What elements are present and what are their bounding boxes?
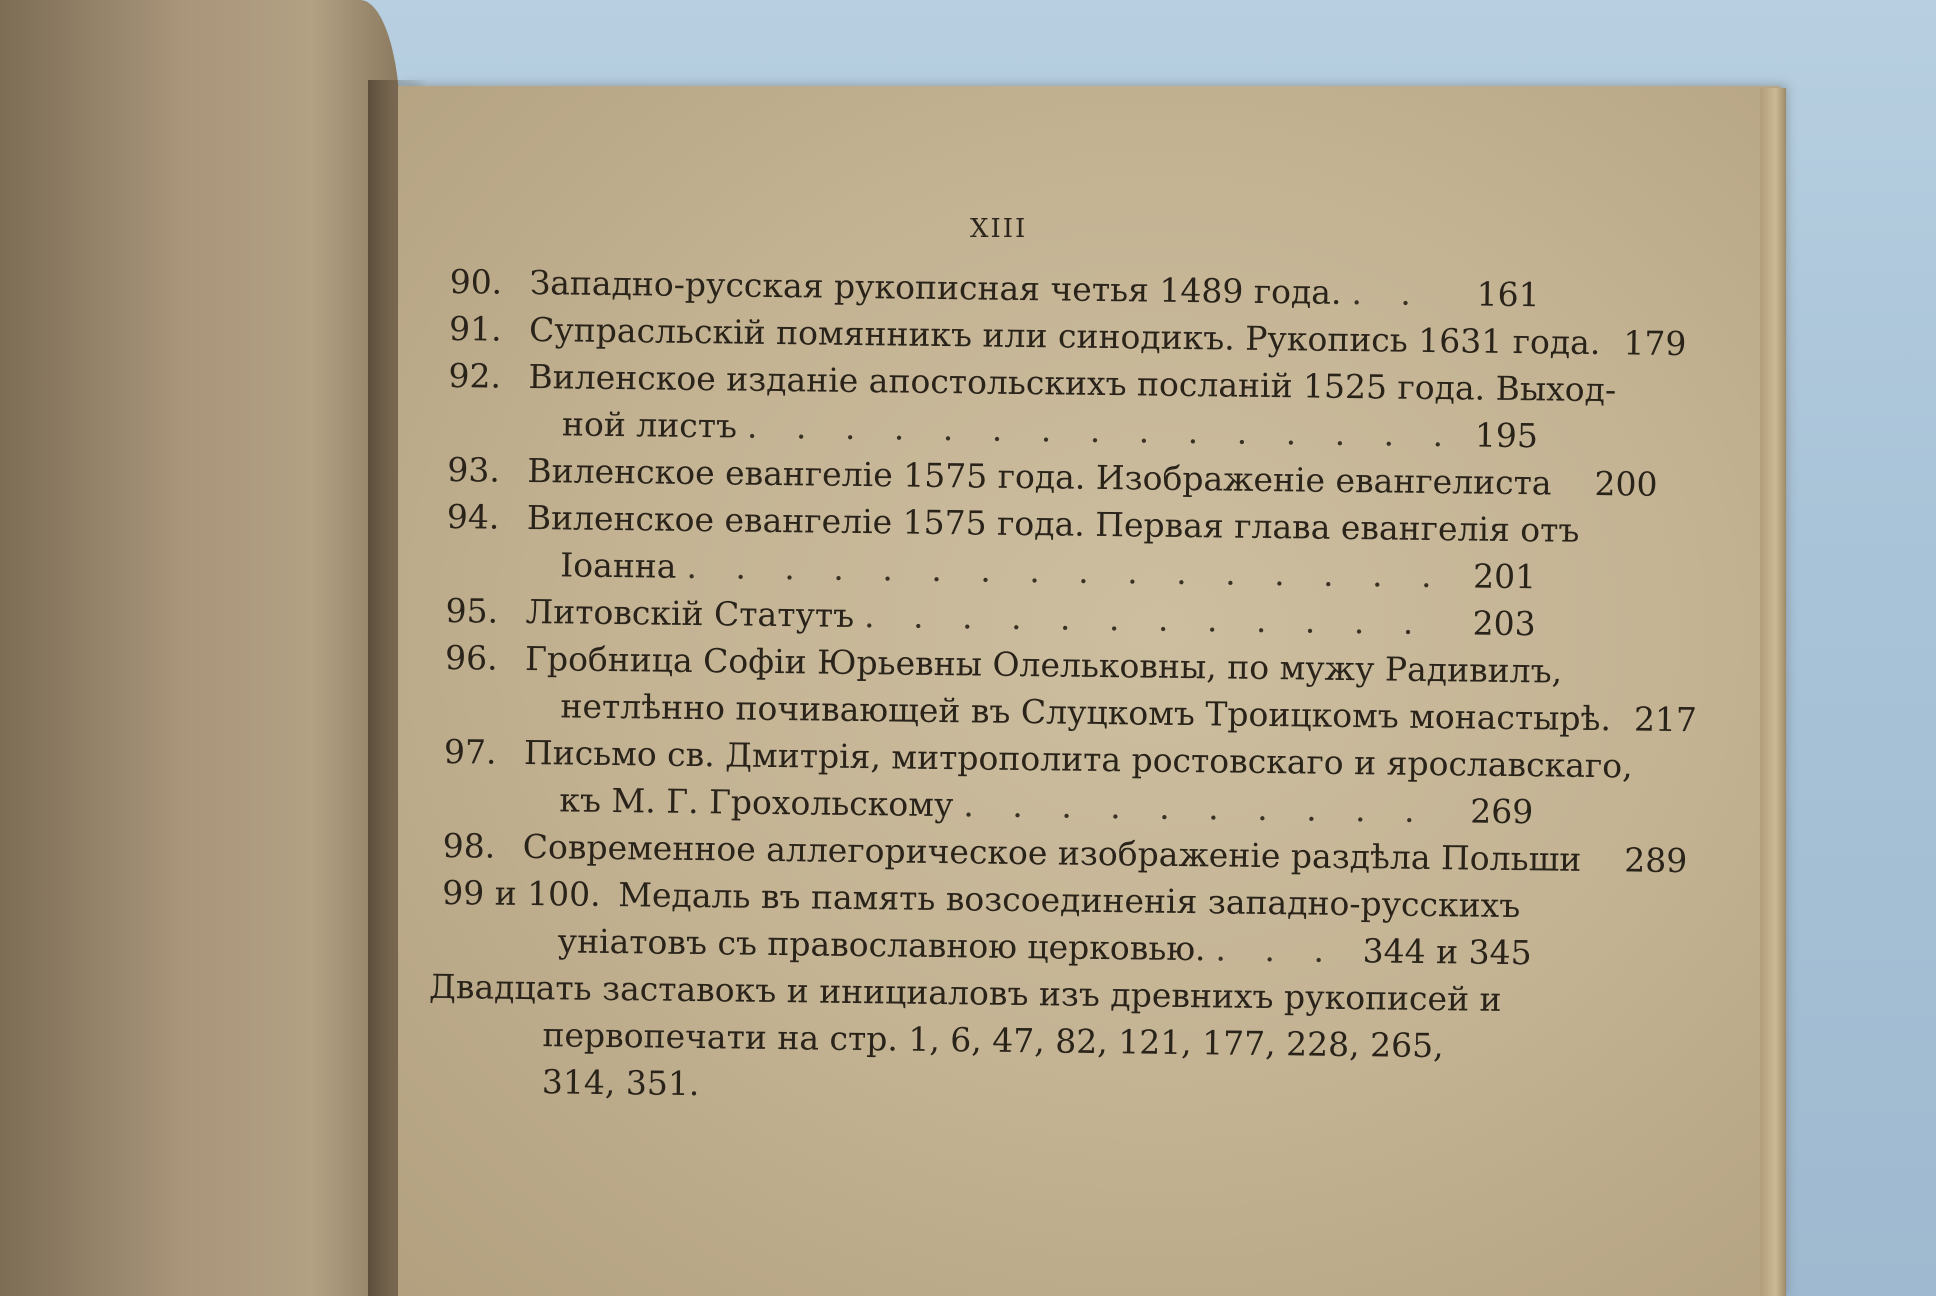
page-edge [1760, 88, 1786, 1296]
item-page: 344 и 345 [1362, 931, 1532, 973]
closing-note-line: 314, 351. [541, 1062, 700, 1104]
item-title-continued: къ М. Г. Грохольскому [559, 780, 954, 825]
item-title: Письмо св. Дмитрія, митрополита ростовскаго и ярославскаго, [523, 732, 1633, 786]
item-page: 269 [1470, 791, 1534, 832]
leader-dots [1351, 269, 1444, 317]
closing-note-line: первопечати на стр. 1, 6, 47, 82, 121, 177, 228, 265, [542, 1015, 1444, 1066]
item-title: Западно-русская рукописная четья 1489 года. [529, 262, 1342, 312]
item-number: 91. [448, 308, 502, 349]
item-title: Современное аллегорическое изображеніе раздѣла Польши [522, 826, 1582, 879]
item-number: 99 и 100. [442, 872, 601, 914]
item-number: 98. [442, 825, 496, 866]
item-number: 96. [444, 637, 498, 678]
item-title: Супрасльскій помянникъ или синодикъ. Рукопись 1631 года. [528, 309, 1601, 363]
item-page: 179 [1623, 323, 1687, 364]
item-number: 90. [449, 261, 503, 302]
item-title: Виленское изданіе апостольскихъ посланій 1525 года. Выход- [528, 356, 1617, 410]
item-number: 92. [448, 355, 502, 396]
list-item [444, 634, 1698, 741]
item-page: 201 [1472, 556, 1537, 597]
item-title: Медаль въ память возсоединенія западно-русскихъ [617, 875, 1521, 926]
illustrations-list [428, 258, 1698, 1117]
facing-page [0, 0, 400, 1296]
leader-dots [864, 592, 1440, 646]
closing-note-line: Двадцать заставокъ и инициаловъ изъ древнихъ рукописей и [428, 966, 1502, 1019]
page-number: XIII [970, 214, 1028, 244]
item-page: 195 [1474, 415, 1539, 456]
item-number: 97. [443, 731, 497, 772]
list-item [448, 352, 1617, 459]
item-page: 200 [1594, 464, 1658, 504]
item-title-continued: нетлѣнно почивающей въ Слуцкомъ Троицкомъ монастырѣ. [560, 686, 1612, 739]
item-title: Виленское евангеліе 1575 года. Первая глава евангелія отъ [526, 497, 1580, 550]
item-page: 203 [1472, 603, 1536, 644]
item-number: 93. [447, 449, 501, 490]
item-title: Литовскій Статутъ [525, 591, 855, 635]
item-page: 217 [1633, 699, 1698, 740]
item-title-continued: ной листъ [561, 404, 738, 446]
leader-dots [963, 781, 1438, 834]
item-title: Гробница Софіи Юрьевны Олельковны, по мужу Радивилъ, [524, 638, 1563, 691]
item-page: 161 [1476, 274, 1540, 315]
item-page: 289 [1624, 840, 1688, 881]
item-title-continued: уніатовъ съ православною церковью. [557, 921, 1206, 969]
leader-dots [747, 403, 1442, 458]
item-title-continued: Іоанна [560, 545, 677, 586]
list-item [446, 493, 1580, 600]
closing-note [428, 963, 1532, 1117]
item-number: 94. [446, 496, 500, 537]
item-title: Виленское евангеліе 1575 года. Изображеніе евангелиста [527, 450, 1552, 503]
item-number: 95. [445, 590, 499, 631]
leader-dots [1215, 925, 1348, 974]
list-item [441, 869, 1532, 976]
list-item [443, 728, 1633, 835]
